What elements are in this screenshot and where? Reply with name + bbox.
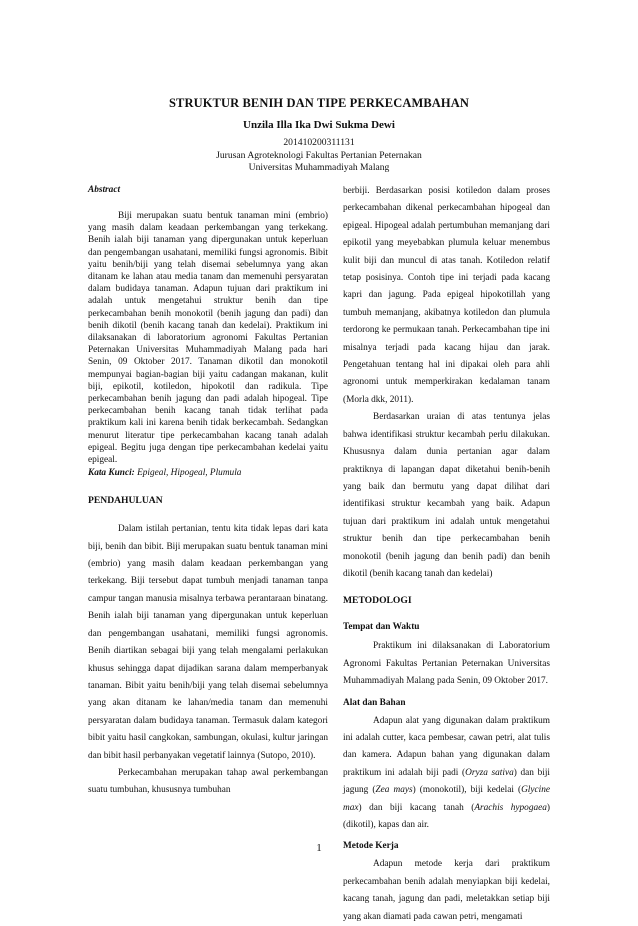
method-text: Adapun metode kerja dari praktikum perkecambahan benih adalah menyiapkan biji kedelai, kacang tanah, jagung dan padi, meletakkan setiap biji yang akan diamati pada cawan petri, mengamati	[343, 859, 550, 922]
time-place-heading: Tempat dan Waktu	[343, 622, 420, 633]
abstract-text: Biji merupakan suatu bentuk tanaman mini (embrio) yang masih dalam keadaan perkembangan yang terkekang. Benih ialah biji tanaman yang dipergunakan untuk keperluan dan pengembangan usahatani, memiliki fungsi agronomis. Bibit yaitu benih/biji yang telah disemai sebelumnya yang akan ditanam ke lahan atau media tanam dan memenuhi persyaratan dalam budidaya tanaman. Adapun tujuan dari praktikum ini adalah untuk mengetahui struktur benih dan tipe perkecambahan benih monokotil (benih jagung dan padi) dan benih dikotil (benih kacang tanah dan kedelai). Praktikum ini dilaksanakan di laboratorium agronomi Fakultas Pertanian Peternakan Universitas Muhammadiyah Malang pada hari Senin, 09 Oktober 2017. Tanaman dikotil dan monokotil mempunyai bagian-bagian biji yaitu cadangan makanan, kulit biji, epikotil, kotiledon, hipokotil dan radikula. Tipe perkecambahan benih jagung dan padi adalah hipogeal. Tipe perkecambahan benih kacang tanah tidak terlihat pada praktikum kali ini karena benih tidak berkecambah. Sedangkan menurut literatur tipe perkecambahan kacang tanah adalah epigeal. Begitu juga dengan tipe perkecambahan kedelai yaitu epigeal.	[88, 211, 328, 466]
species-zea: Zea mays	[375, 785, 413, 796]
intro-paragraph-1: Dalam istilah pertanian, tentu kita tidak lepas dari kata biji, benih dan bibit. Biji merupakan suatu bentuk tanaman mini (embrio) yang masih dalam keadaan perkembangan yang terkekang. Biji tersebut dapat tumbuh menjadi tanaman tanpa campur tangan manusia misalnya terbawa perantaraan binatang. Benih ialah biji tanaman yang dipergunakan untuk keperluan dan pengembangan usahatani, memiliki fungsi agronomis. Benih diartikan sebagai biji yang telah mengalami perlakukan khusus sehingga dapat dijadikan sarana dalam memperbanyak tanaman. Bibit yaitu benih/biji yang telah disemai sebelumnya yang akan ditanam ke lahan/media tanam dan memenuhi persyaratan dalam budidaya tanaman. Termasuk dalam kategori bibit yaitu hasil cangkokan, sambungan, okulasi, kultur jaringan dan bibit hasil perbanyakan vegetatif lainnya (Sutopo, 2010).	[88, 524, 328, 761]
keywords-list: Epigeal, Hipogeal, Plumula	[137, 468, 242, 479]
student-id: 201410200311131	[283, 137, 355, 148]
intro-paragraph-2-continued: berbiji. Berdasarkan posisi kotiledon dalam proses perkecambahan dikenal perkecambahan hipogeal dan epigeal. Hipogeal adalah pertumbuhan memanjang dari epikotil yang meyebabkan plumula keluar menembus kulit biji dan muncul di atas tanah. Kotiledon relatif tetap posisinya. Contoh tipe ini terjadi pada kacang kapri dan jagung. Pada epigeal hipokotillah yang tumbuh memanjang, akibatnya kotiledon dan plumula terdorong ke permukaan tanah. Perkecambahan tipe ini misalnya terjadi pada kacang hijau dan jarak. Pengetahuan tentang hal ini dipakai oleh para ahli agronomi untuk memperkirakan kedalaman tanam (Morla dkk, 2011).	[343, 186, 550, 405]
methods-heading: METODOLOGI	[343, 595, 412, 607]
tools-heading: Alat dan Bahan	[343, 697, 406, 708]
intro-heading: PENDAHULUAN	[88, 495, 163, 507]
abstract-heading: Abstract	[88, 185, 121, 195]
tools-text: Adapun alat yang digunakan dalam praktikum ini adalah cutter, kaca pembesar, cawan petri, alat tulis dan kamera. Adapun bahan yang digunakan dalam praktikum ini adalah biji padi (Oryza sativa) dan biji jagung (Zea mays) (monokotil), biji kedelai (Glycine max) dan biji kacang tanah (Arachis hypogaea) (dikotil), kapas dan air.	[343, 715, 551, 830]
time-place-text: Praktikum ini dilaksanakan di Laboratorium Agronomi Fakultas Pertanian Peternakan Universitas Muhammadiyah Malang pada Senin, 09 Oktober 2017.	[343, 641, 550, 687]
keywords: Kata Kunci: Epigeal, Hipogeal, Plumula	[88, 468, 242, 479]
left-column	[88, 184, 328, 800]
species-glycine: Glycine max	[343, 785, 550, 813]
method-heading: Metode Kerja	[343, 841, 399, 852]
species-arachis: Arachis hypogaea	[474, 802, 547, 813]
intro-paragraph-2-start: Perkecambahan merupakan tahap awal perkembangan suatu tumbuhan, khususnya tumbuhan	[88, 767, 328, 796]
university: Universitas Muhammadiyah Malang	[248, 162, 390, 173]
author-name: Unzila Illa Ika Dwi Sukma Dewi	[243, 119, 395, 131]
intro-paragraph-3: Berdasarkan uraian di atas tentunya jelas bahwa identifikasi struktur kecambah perlu dilakukan. Khususnya dalam dunia pertanian agar dalam praktiknya di lapangan dapat diketahui benih-benih yang baik dan bermutu yang dapat dilihat dari identifikasi struktur kecambah yang baik. Adapun tujuan dari praktikum ini adalah untuk mengetahui struktur benih dan tipe perkecambahan benih monokotil (benih jagung dan benih padi) dan benih dikotil (benih kacang tanah dan kedelai)	[343, 412, 550, 579]
paper-title: STRUKTUR BENIH DAN TIPE PERKECAMBAHAN	[168, 96, 470, 110]
page-number: 1	[316, 842, 322, 854]
keywords-label: Kata Kunci	[88, 468, 132, 479]
right-column	[343, 184, 550, 926]
species-oryza: Oryza sativa	[465, 767, 514, 778]
department: Jurusan Agroteknologi Fakultas Pertanian Peternakan	[216, 150, 422, 161]
